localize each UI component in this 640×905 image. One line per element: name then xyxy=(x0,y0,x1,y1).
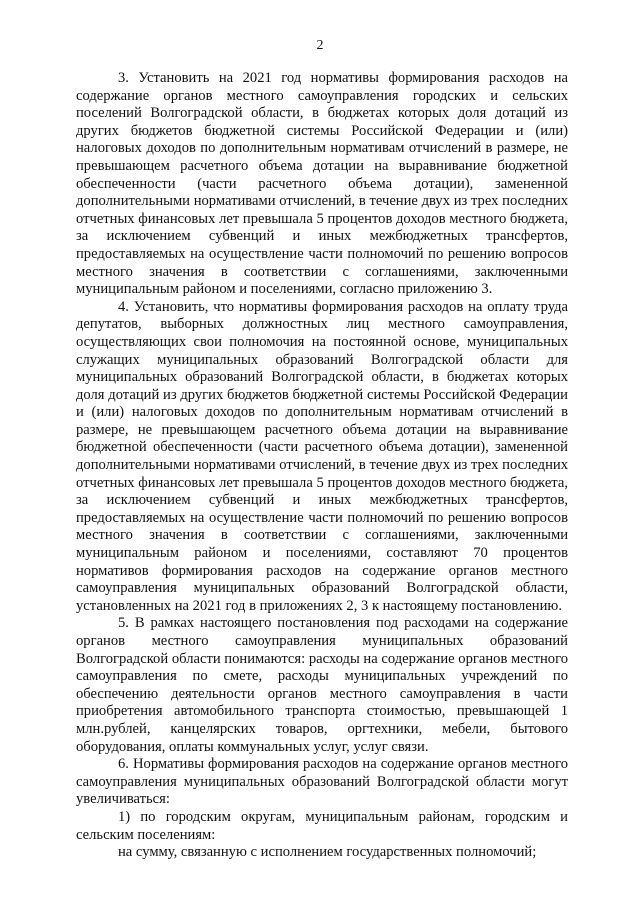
paragraph-item-3: 3. Установить на 2021 год нормативы формирования расходов на содержание органов местного самоуправления городских и сельских поселений Волгоградской области, в бюджетах которых доля дотаций из других бюджетов бюджетной системы Российской Федерации и (или) налоговых доходов по дополнительным нормативам отчислений в размере, не превышающем расчетного объема дотации на выравнивание бюджетной обеспеченности (части расчетного объема дотации), замененной дополнительными нормативами отчислений, в течение двух из трех последних отчетных финансовых лет превышала 5 процентов доходов местного бюджета, за исключением субвенций и иных межбюджетных трансфертов, предоставляемых на осуществление части полномочий по решению вопросов местного значения в соответствии с соглашениями, заключенными муниципальным районом и поселениями, согласно приложению 3. xyxy=(76,70,568,298)
document-body xyxy=(76,70,568,862)
paragraph-subitem-1-detail: на сумму, связанную с исполнением государственных полномочий; xyxy=(118,844,537,861)
paragraph-subitem-1: 1) по городским округам, муниципальным районам, городским и сельским поселениям: xyxy=(76,808,568,843)
page-number: 2 xyxy=(316,38,324,53)
paragraph-item-4: 4. Установить, что нормативы формирования расходов на оплату труда депутатов, выборных должностных лиц местного самоуправления, осуществляющих свои полномочия на постоянной основе, муниципальных служащих муниципальных образований Волгоградской области для муниципальных образований Волгоградской области, в бюджетах которых доля дотаций из других бюджетов бюджетной системы Российской Федерации и (или) налоговых доходов по дополнительным нормативам отчислений в размере, не превышающем расчетного объема дотации на выравнивание бюджетной обеспеченности (части расчетного объема дотации), замененной дополнительными нормативами отчислений, в течение двух из трех последних отчетных финансовых лет превышала 5 процентов доходов местного бюджета, за исключением субвенций и иных межбюджетных трансфертов, предоставляемых на осуществление части полномочий по решению вопросов местного значения в соответствии с соглашениями, заключенными муниципальным районом и поселениями, составляют 70 процентов нормативов формирования расходов на содержание органов местного самоуправления муниципальных образований Волгоградской области, установленных на 2021 год в приложениях 2, 3 к настоящему постановлению. xyxy=(76,298,568,614)
paragraph-item-6: 6. Нормативы формирования расходов на содержание органов местного самоуправления муниципальных образований Волгоградской области могут увеличиваться: xyxy=(76,756,568,808)
paragraph-item-5: 5. В рамках настоящего постановления под расходами на содержание органов местного самоуправления муниципальных образований Волгоградской области понимаются: расходы на содержание органов местного самоуправления по смете, расходы муниципальных учреждений по обеспечению деятельности органов местного самоуправления в части приобретения автомобильного транспорта стоимостью, превышающей 1 млн.рублей, канцелярских товаров, оргтехники, мебели, бытового оборудования, оплаты коммунальных услуг, услуг связи. xyxy=(76,615,568,755)
